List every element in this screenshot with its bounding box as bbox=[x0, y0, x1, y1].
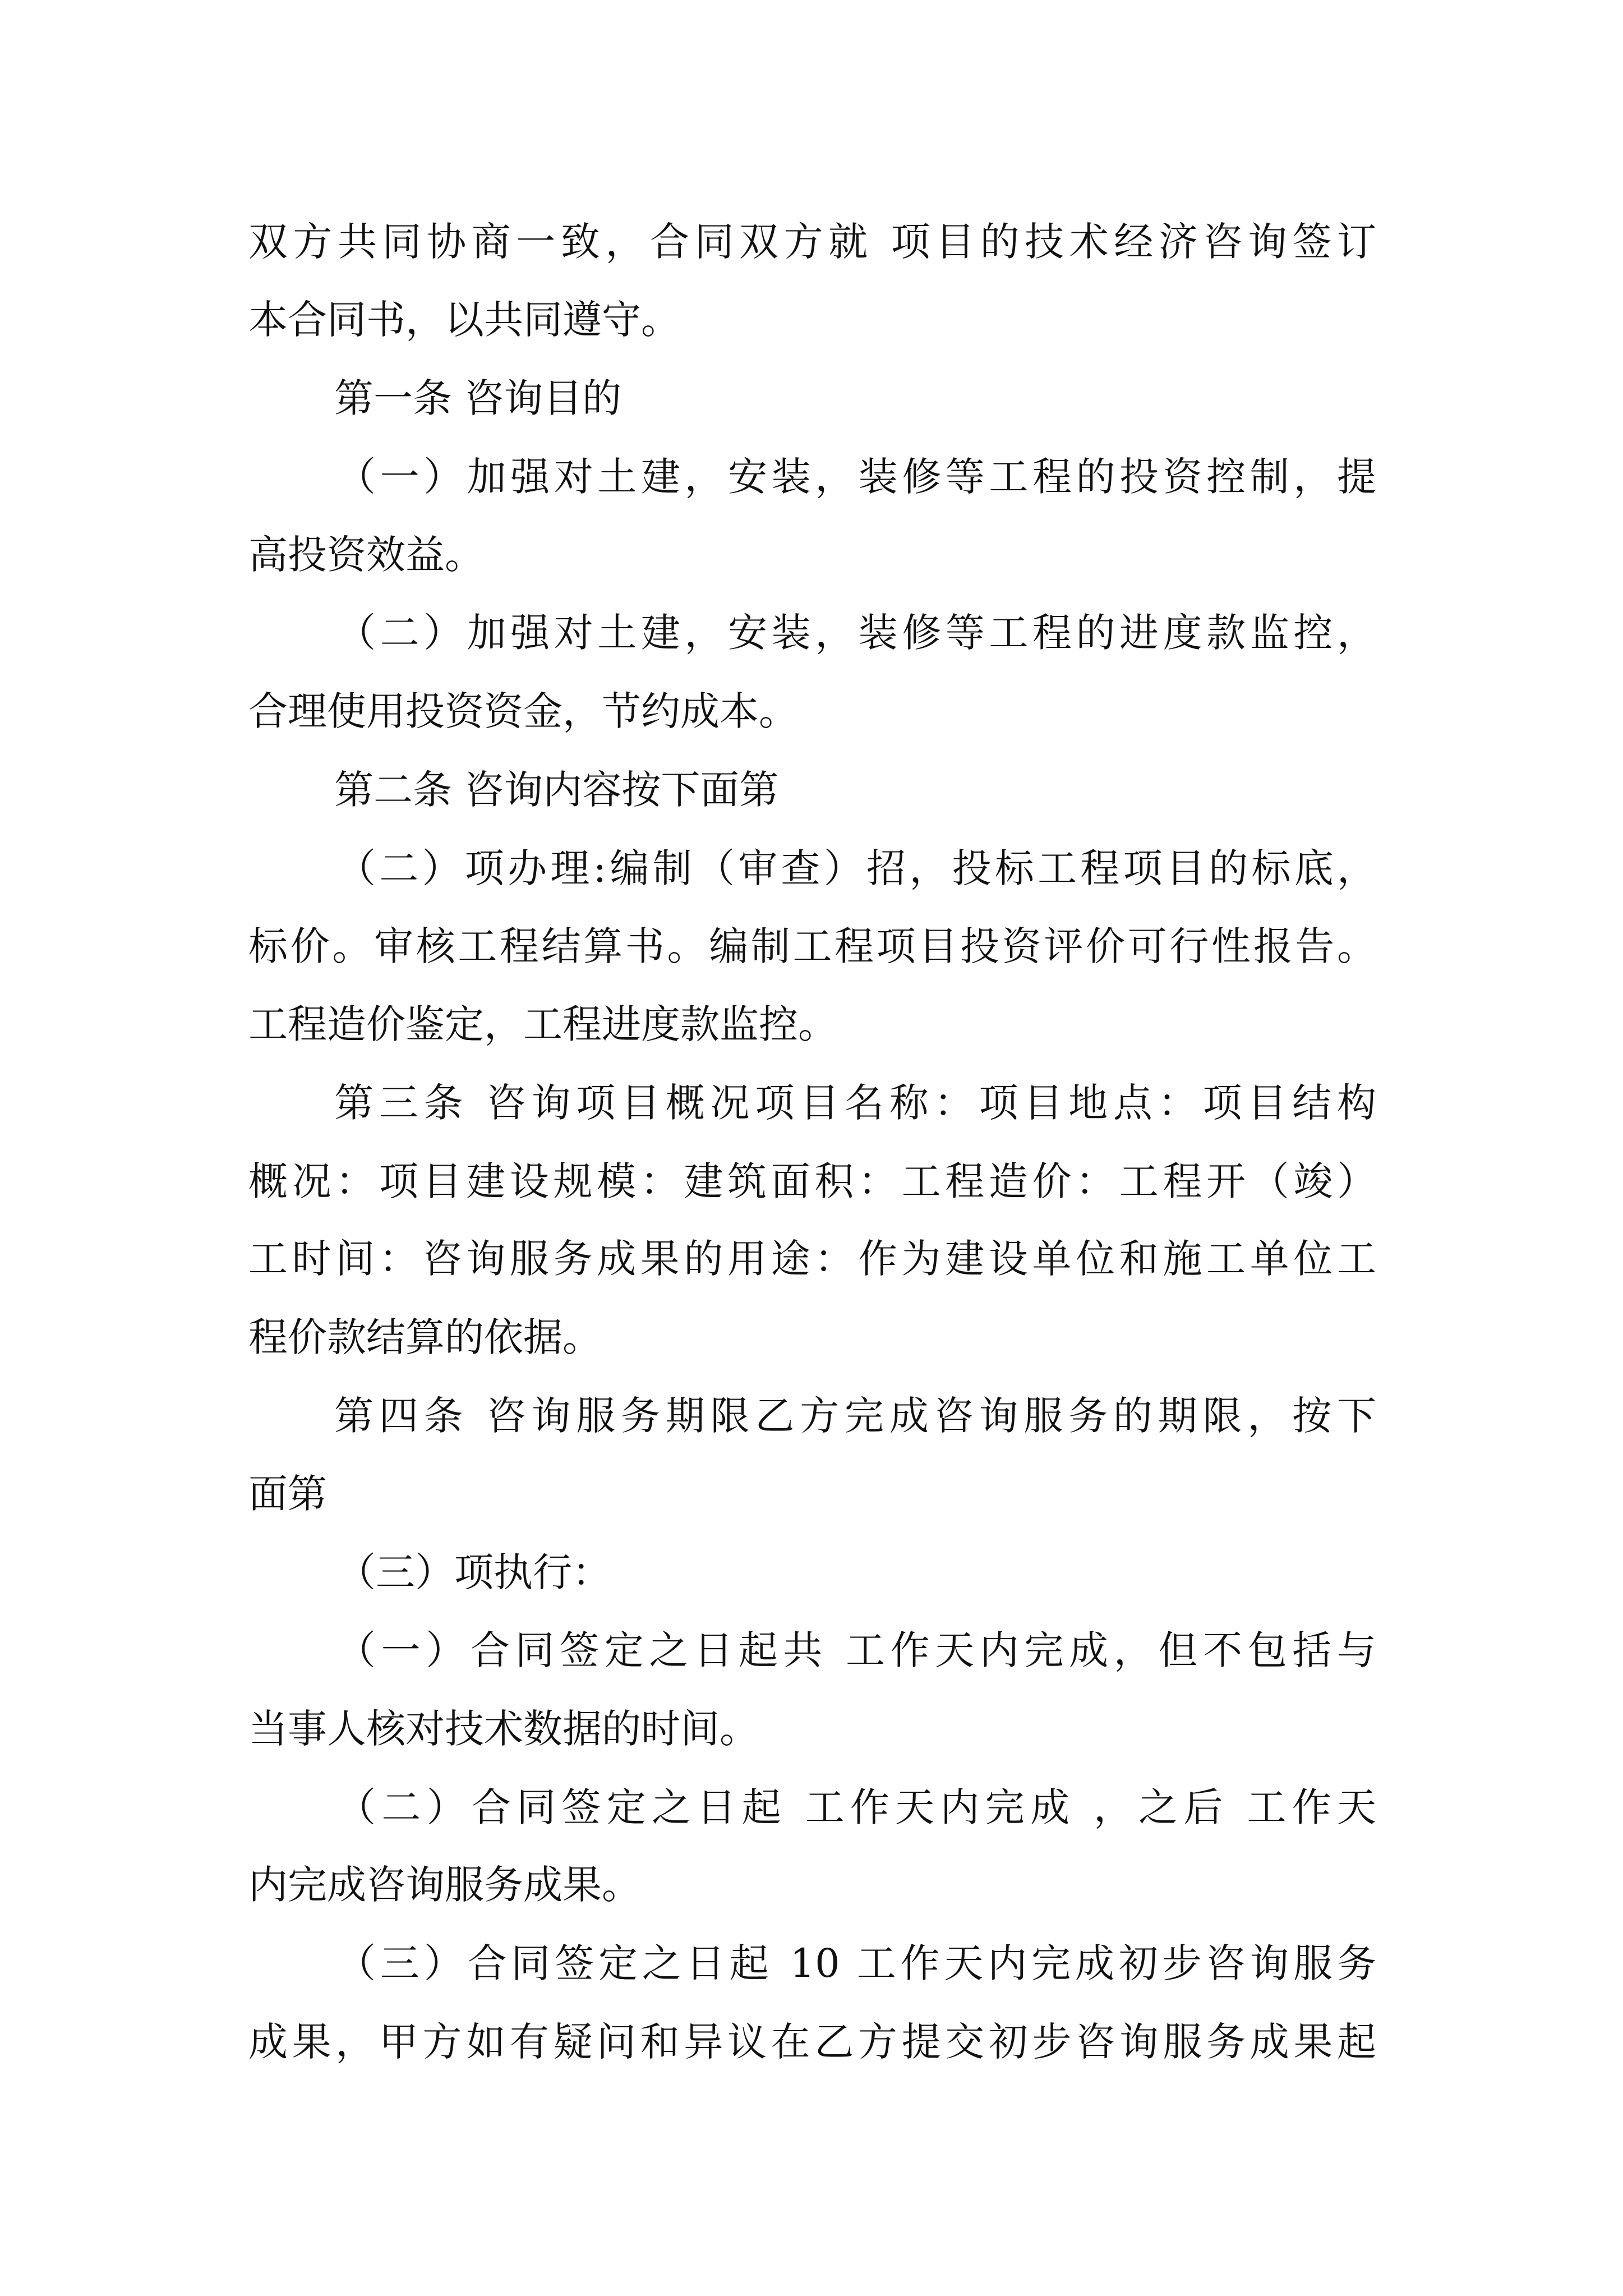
body-text-line: 合理使用投资资金，节约成本。 bbox=[248, 688, 798, 734]
body-text-line: 程价款结算的依据。 bbox=[248, 1314, 602, 1360]
body-text-line: （一）合同签定之日起共 工作天内完成，但不包括与 bbox=[336, 1627, 1376, 1673]
body-text-line: （二）项办理:编制（审查）招，投标工程项目的标底， bbox=[336, 845, 1376, 891]
body-text-line: （一）加强对土建，安装，装修等工程的投资控制，提 bbox=[336, 454, 1376, 500]
body-text-line: 内完成咨询服务成果。 bbox=[248, 1862, 641, 1908]
body-text-line: （二）加强对土建，安装，装修等工程的进度款监控， bbox=[336, 610, 1376, 656]
body-text-line: 工时间：咨询服务成果的用途：作为建设单位和施工单位工 bbox=[248, 1236, 1376, 1282]
section-heading: 第一条 咨询目的 bbox=[334, 375, 622, 421]
section-heading: 第四条 咨询服务期限乙方完成咨询服务的期限，按下 bbox=[334, 1393, 1376, 1439]
body-text-line: （三）合同签定之日起 10 工作天内完成初步咨询服务 bbox=[336, 1940, 1376, 1986]
body-text-line: 标价。审核工程结算书。编制工程项目投资评价可行性报告。 bbox=[248, 923, 1376, 969]
body-text-line: 成果，甲方如有疑问和异议在乙方提交初步咨询服务成果起 bbox=[248, 2019, 1376, 2065]
body-text-line: 工程造价鉴定，工程进度款监控。 bbox=[248, 1001, 837, 1047]
body-text-line: （二）合同签定之日起 工作天内完成 ，之后 工作天 bbox=[336, 1784, 1376, 1830]
body-text-line: 当事人核对技术数据的时间。 bbox=[248, 1706, 759, 1752]
section-heading: 第三条 咨询项目概况项目名称：项目地点：项目结构 bbox=[334, 1080, 1376, 1126]
body-text-line: 面第 bbox=[248, 1471, 327, 1517]
body-text-line: 本合同书，以共同遵守。 bbox=[248, 297, 680, 343]
body-text-line: （三）项执行： bbox=[336, 1549, 611, 1595]
body-text-line: 双方共同协商一致，合同双方就 项目的技术经济咨询签订 bbox=[248, 219, 1376, 265]
section-heading: 第二条 咨询内容按下面第 bbox=[334, 767, 779, 813]
body-text-line: 概况：项目建设规模：建筑面积：工程造价：工程开（竣） bbox=[248, 1158, 1376, 1204]
body-text-line: 高投资效益。 bbox=[248, 532, 484, 578]
